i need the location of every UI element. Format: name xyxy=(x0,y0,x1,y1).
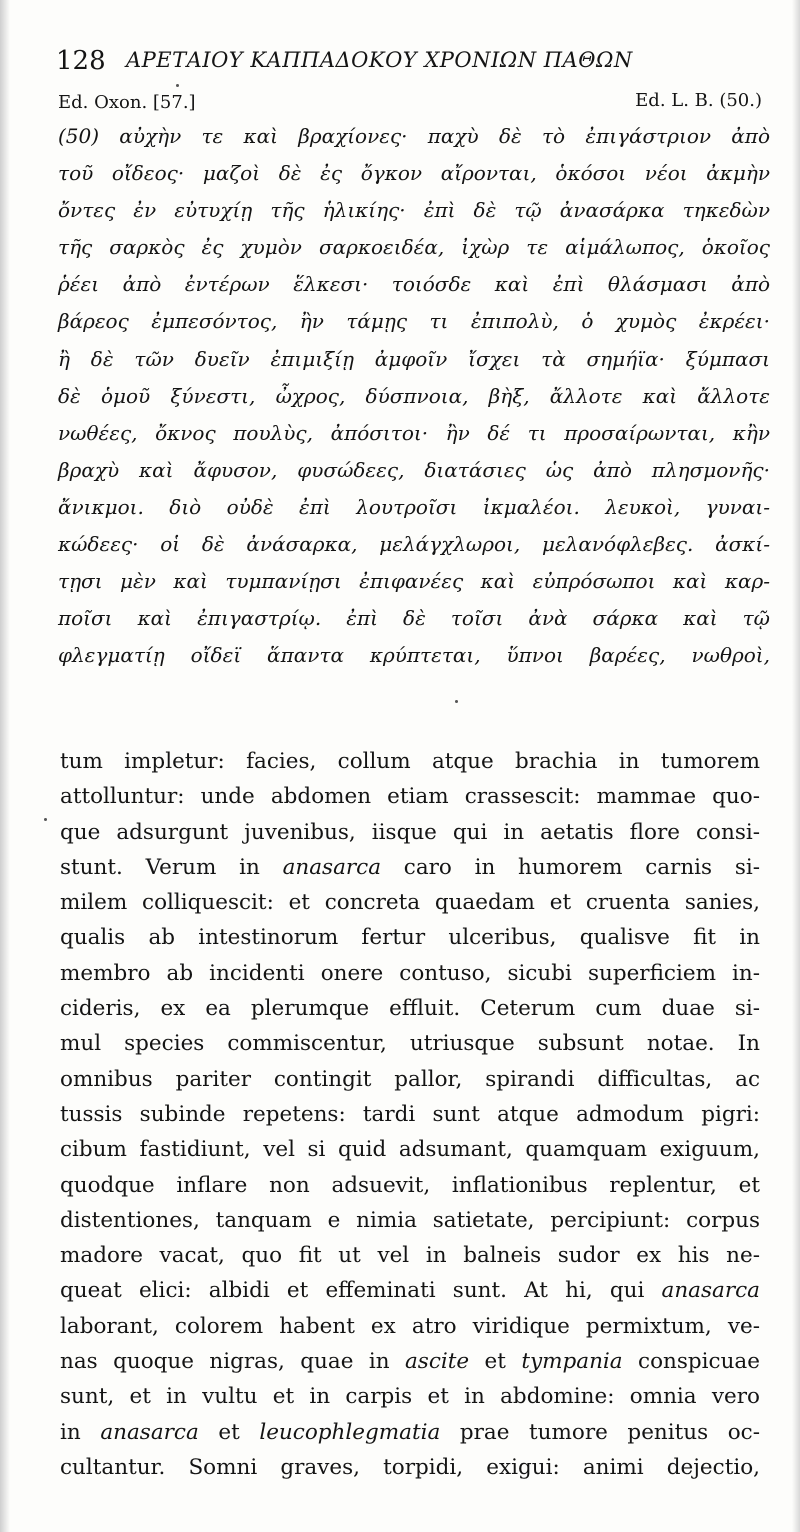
latin-translation-block xyxy=(60,744,760,1485)
greek-text-line: τῆς σαρκὸς ἐς χυμὸν σαρκοειδέα, ἰχὼρ τε αἱμάλωπος, ὁκοῖος xyxy=(58,235,770,260)
italic-term: anasarca xyxy=(282,854,382,880)
latin-text-line: cideris, ex ea plerumque effluit. Ceterum cum duae si- xyxy=(60,996,760,1022)
latin-text-line: milem colliquescit: et concreta quaedam et cruenta sanies, xyxy=(60,890,760,916)
italic-term: anasarca xyxy=(661,1278,760,1304)
latin-text-line: tum impletur: facies, collum atque brachia in tumorem xyxy=(60,749,760,774)
latin-text-line: madore vacat, quo fit ut vel in balneis sudor ex his ne- xyxy=(60,1243,760,1269)
italic-term: tympania xyxy=(521,1349,623,1375)
greek-text-block xyxy=(58,118,770,674)
latin-text-line: distentiones, tanquam e nimia satietate, percipiunt: corpus xyxy=(60,1207,760,1233)
italic-term: leucophlegmatia xyxy=(259,1419,441,1445)
greek-text-line: βάρεος ἐμπεσόντος, ἢν τάμῃς τι ἐπιπολὺ, ὁ χυμὸς ἐκρέει· xyxy=(58,309,770,334)
latin-text-line: stunt. Verum in anasarca caro in humorem carnis si- xyxy=(60,854,760,880)
edition-reference-leiden: Ed. L. B. (50.) xyxy=(635,90,762,111)
print-speck xyxy=(44,818,47,821)
latin-text-line: quodque inflare non adsuevit, inflationibus replentur, et xyxy=(60,1172,760,1198)
italic-term: anasarca xyxy=(100,1419,199,1445)
latin-text-line: qualis ab intestinorum fertur ulceribus, qualisve fit in xyxy=(60,925,760,951)
print-speck xyxy=(455,700,458,703)
greek-text-line: νωθέες, ὄκνος πουλὺς, ἀπόσιτοι· ἢν δέ τι προσαίρωνται, κἢν xyxy=(58,420,770,445)
print-speck xyxy=(176,84,179,87)
greek-text-line: ὄντες ἐν εὐτυχίῃ τῆς ἡλικίης· ἐπὶ δὲ τῷ ἀνασάρκα τηκεδὼν xyxy=(58,198,770,223)
latin-text-line: sunt, et in vultu et in carpis et in abdomine: omnia vero xyxy=(60,1384,760,1410)
greek-text-line: ἢ δὲ τῶν δυεῖν ἐπιμιξίῃ ἀμφοῖν ἴσχει τὰ σημήϊα· ξύμπασι xyxy=(58,346,770,371)
greek-text-line: δὲ ὁμοῦ ξύνεστι, ὦχρος, δύσπνοια, βὴξ, ἄλλοτε καὶ ἄλλοτε xyxy=(58,383,770,408)
latin-text-line: mul species commiscentur, utriusque subsunt notae. In xyxy=(60,1031,760,1057)
italic-term: ascite xyxy=(404,1349,470,1375)
greek-text-line: ποῖσι καὶ ἐπιγαστρίῳ. ἐπὶ δὲ τοῖσι ἀνὰ σάρκα καὶ τῷ xyxy=(58,606,770,631)
greek-text-line: ἄνικμοι. διὸ οὐδὲ ἐπὶ λουτροῖσι ἰκμαλέοι. λευκοὶ, γυναι- xyxy=(58,494,770,519)
latin-text-line: cibum fastidiunt, vel si quid adsumant, quamquam exiguum, xyxy=(60,1137,760,1163)
latin-text-line: attolluntur: unde abdomen etiam crassescit: mammae quo- xyxy=(60,784,760,810)
latin-text-line: in anasarca et leucophlegmatia prae tumore penitus oc- xyxy=(60,1419,760,1445)
running-title: ΑΡΕΤΑΙΟΥ ΚΑΠΠΑΔΟΚΟΥ ΧΡΟΝΙΩΝ ΠΑΘΩΝ xyxy=(126,48,633,72)
latin-text-line: membro ab incidenti onere contuso, sicubi superficiem in- xyxy=(60,960,760,986)
latin-text-line: que adsurgunt juvenibus, iisque qui in aetatis flore consi- xyxy=(60,819,760,845)
latin-text-line: laborant, colorem habent ex atro viridique permixtum, ve- xyxy=(60,1313,760,1339)
page-gutter-shadow xyxy=(0,0,10,1532)
greek-text-line: φλεγματίῃ οἴδεϊ ἅπαντα κρύπτεται, ὕπνοι βαρέες, νωθροὶ, xyxy=(58,643,770,668)
greek-text-line: τοῦ οἴδεος· μαζοὶ δὲ ἐς ὄγκον αἴρονται, ὁκόσοι νέοι ἀκμὴν xyxy=(58,161,770,186)
running-head xyxy=(56,44,756,80)
latin-text-line: queat elici: albidi et effeminati sunt. At hi, qui anasarca xyxy=(60,1278,760,1304)
greek-text-line: (50) αὐχὴν τε καὶ βραχίονες· παχὺ δὲ τὸ ἐπιγάστριον ἀπὸ xyxy=(58,124,770,148)
greek-text-line: κώδεες· οἱ δὲ ἀνάσαρκα, μελάγχλωροι, μελανόφλεβες. ἀσκί- xyxy=(58,532,770,557)
page-number: 128 xyxy=(56,46,106,76)
latin-text-line: nas quoque nigras, quae in ascite et tympania conspicuae xyxy=(60,1349,760,1375)
greek-text-line: τῃσι μὲν καὶ τυμπανίῃσι ἐπιφανέες καὶ εὐπρόσωποι καὶ καρ- xyxy=(58,569,770,594)
page-edge-shadow xyxy=(792,0,800,1532)
greek-text-line: ῥέει ἀπὸ ἐντέρων ἕλκεσι· τοιόσδε καὶ ἐπὶ θλάσμασι ἀπὸ xyxy=(58,272,770,297)
latin-text-line: tussis subinde repetens: tardi sunt atque admodum pigri: xyxy=(60,1101,760,1127)
latin-text-line: cultantur. Somni graves, torpidi, exigui: animi dejectio, xyxy=(60,1454,760,1480)
edition-reference-oxford: Ed. Oxon. [57.] xyxy=(58,92,196,113)
latin-text-line: omnibus pariter contingit pallor, spirandi difficultas, ac xyxy=(60,1066,760,1092)
greek-text-line: βραχὺ καὶ ἄφυσον, φυσώδεες, διατάσιες ὡς ἀπὸ πλησμονῆς· xyxy=(58,457,770,482)
